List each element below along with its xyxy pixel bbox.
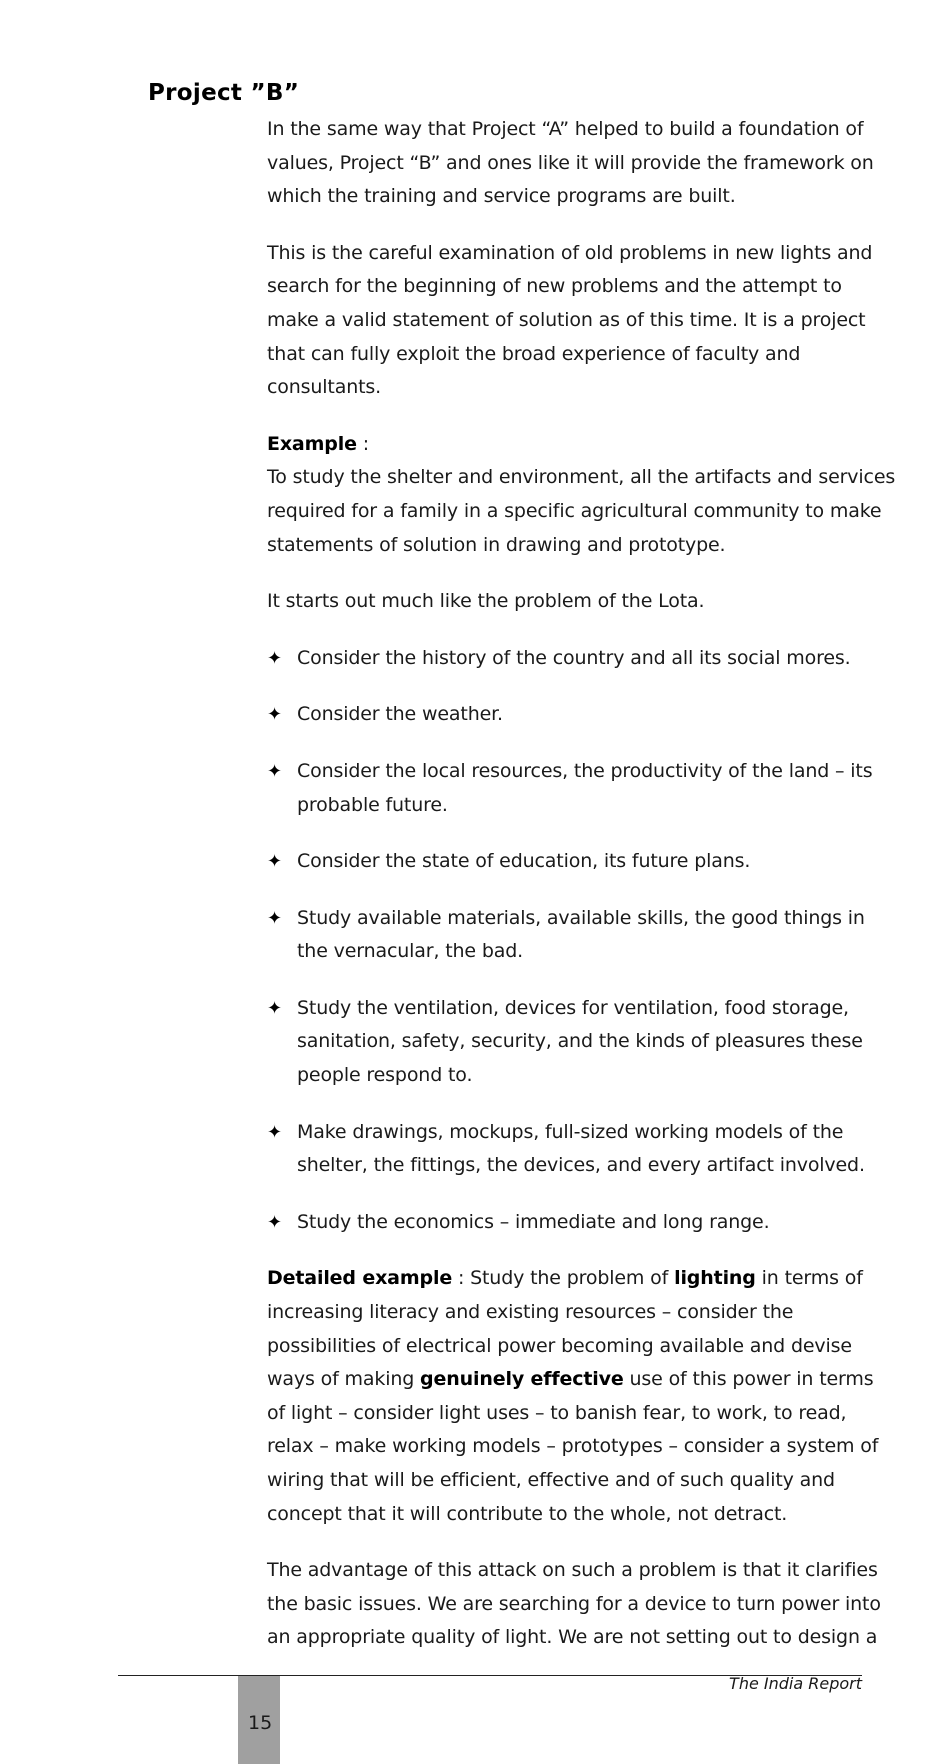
star-bullet-icon: ✦ — [267, 907, 282, 929]
paragraph-detailed-example — [267, 1262, 897, 1531]
detailed-text-1: : Study the problem of — [452, 1267, 675, 1290]
paragraph-advantage: The advantage of this attack on such a problem is that it clarifies the basic issues. We are searching for a device to turn power into an appropriate quality of light. We are not setting out to design a — [267, 1559, 881, 1649]
detailed-text-2: in terms of increasing literacy and existing resources – consider the possibilities of electrical power becoming available and devise ways of making — [267, 1267, 863, 1391]
example-colon: : — [356, 432, 369, 455]
paragraph-lota: It starts out much like the problem of the Lota. — [267, 590, 705, 613]
list-item — [267, 755, 897, 822]
paragraph-intro: In the same way that Project “A” helped to build a foundation of values, Project “B” and ones like it will provide the framework on which the training and service programs are built. — [267, 118, 874, 208]
star-bullet-icon: ✦ — [267, 760, 282, 782]
list-item — [267, 1206, 897, 1240]
footer-running-title: The India Report — [729, 1674, 862, 1693]
paragraph-example: To study the shelter and environment, all the artifacts and services required for a family in a specific agricultural community to make statements of solution in drawing and prototype. — [267, 466, 896, 556]
star-bullet-icon: ✦ — [267, 997, 282, 1019]
example-label: Example — [267, 432, 357, 455]
star-bullet-icon: ✦ — [267, 1121, 282, 1143]
list-item — [267, 845, 897, 879]
body-text — [267, 113, 897, 1678]
list-item-text: Consider the history of the country and all its social mores. — [297, 646, 851, 669]
consideration-list — [267, 642, 897, 1240]
emphasis-genuinely-effective: genuinely effective — [420, 1368, 624, 1391]
star-bullet-icon: ✦ — [267, 647, 282, 669]
list-item — [267, 992, 897, 1093]
list-item — [267, 698, 897, 732]
detailed-text-3: use of this power in terms of light – consider light uses – to banish fear, to work, to read, relax – make working models – prototypes – consider a system of wiring that will be efficient, effective and of such quality and concept that it will contribute to the whole, not detract. — [267, 1368, 879, 1525]
page-title: Project ”B” — [148, 80, 300, 106]
list-item-text: Make drawings, mockups, full-sized working models of the shelter, the fittings, the devices, and every artifact involved. — [297, 1120, 865, 1177]
list-item-text: Consider the local resources, the productivity of the land – its probable future. — [297, 759, 873, 816]
star-bullet-icon: ✦ — [267, 704, 282, 726]
list-item-text: Consider the state of education, its future plans. — [297, 850, 751, 873]
example-heading — [267, 428, 897, 462]
list-item — [267, 902, 897, 969]
list-item-text: Study the economics – immediate and long range. — [297, 1210, 770, 1233]
list-item-text: Study the ventilation, devices for ventilation, food storage, sanitation, safety, security, and the kinds of pleasures these people respond to. — [297, 996, 863, 1087]
detailed-example-label: Detailed example — [267, 1267, 453, 1290]
list-item-text: Study available materials, available skills, the good things in the vernacular, the bad. — [297, 906, 865, 963]
star-bullet-icon: ✦ — [267, 1211, 282, 1233]
paragraph-examination: This is the careful examination of old problems in new lights and search for the beginning of new problems and the attempt to make a valid statement of solution as of this time. It is a project that can fully exploit the broad experience of faculty and consultants. — [267, 241, 873, 399]
list-item — [267, 1116, 897, 1183]
list-item — [267, 642, 897, 676]
page-number: 15 — [248, 1712, 273, 1734]
emphasis-lighting: lighting — [674, 1267, 756, 1290]
list-item-text: Consider the weather. — [297, 703, 503, 726]
star-bullet-icon: ✦ — [267, 851, 282, 873]
